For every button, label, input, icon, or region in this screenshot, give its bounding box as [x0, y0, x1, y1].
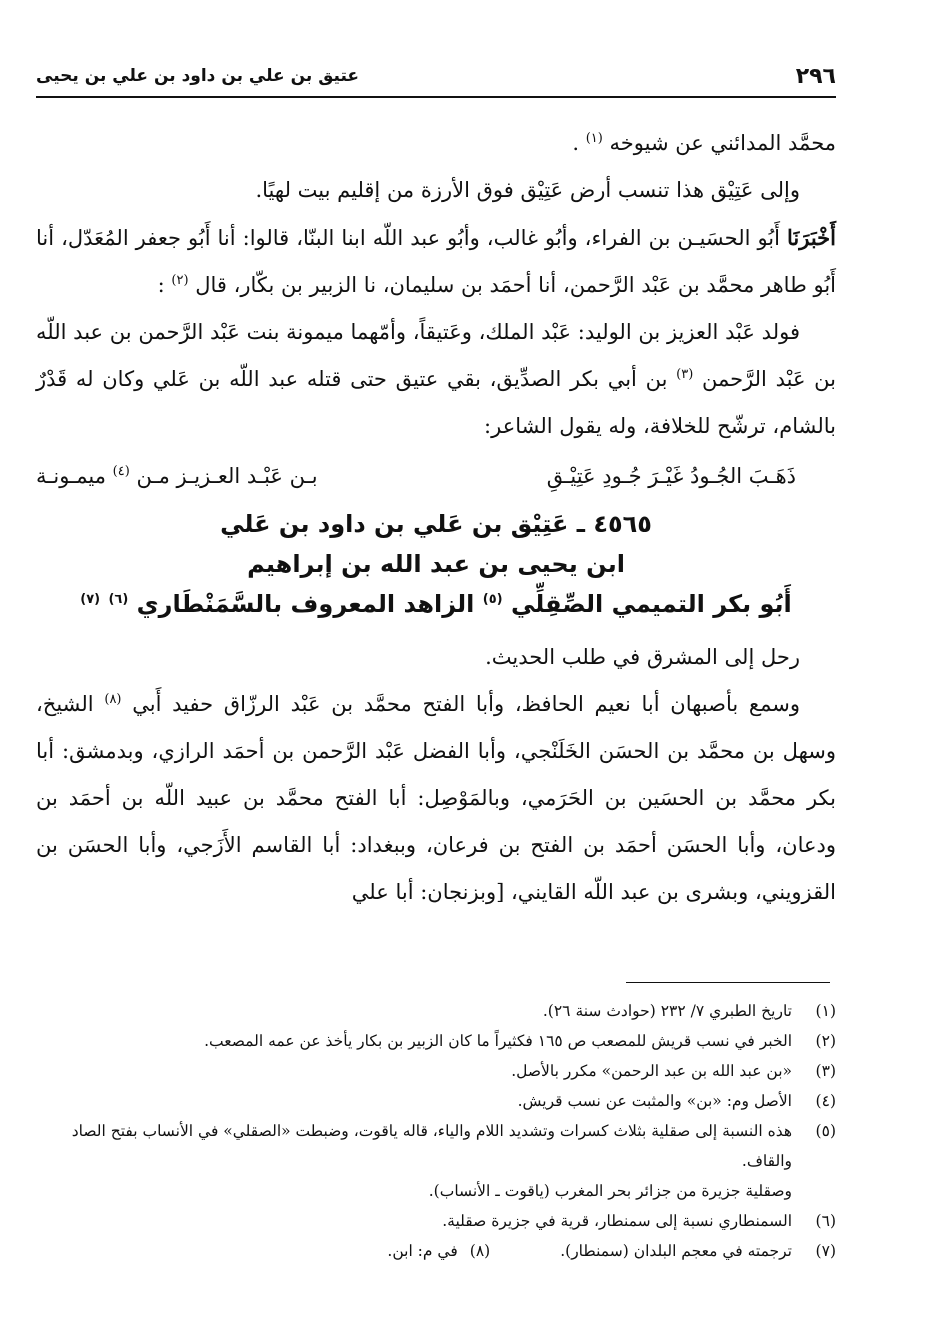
footnote-number: (٤) [815, 1092, 836, 1110]
footnote-ref: (٥) [482, 592, 503, 607]
footnote [36, 996, 836, 1026]
footnote [36, 1236, 836, 1266]
paragraph: رحل إلى المشرق في طلب الحديث. [485, 645, 800, 669]
footnote-number: (٨) [469, 1242, 491, 1260]
footnote-number: (٢) [815, 1032, 836, 1050]
footnote-text: تاريخ الطبري ٧/ ٢٣٢ (حوادث سنة ٢٦). [542, 1002, 792, 1020]
paragraph: أَخْبَرَنَا أَبُو الحسَيـن بن الفراء، وأبُو غالب، وأبُو عبد اللّه ابنا البنّا، قالوا: أنا أَبُو جعفر المُعَدّل، أنا أَبُو طاهر محمَّد بن عَبْد الرَّحمن، أنا أحمَد بن سليمان، نا الزبير بن بكّار، قال $^{(٢)}$ : [36, 225, 836, 297]
page-header [36, 62, 836, 98]
isnad-lead: أَخْبَرَنَا [787, 225, 836, 250]
footnote-text: الأصل وم: «بن» والمثبت عن نسب قريش. [517, 1092, 792, 1110]
entry-heading [36, 504, 836, 624]
running-head: عتيق بن علي بن داود بن علي بن يحيى [36, 66, 360, 86]
paragraph: محمَّد المدائني عن شيوخه $^{(١)}$ . [572, 131, 836, 155]
footnote-divider [626, 982, 830, 983]
verse-first-hemistich: ذَهَـبَ الجُـودُ غَيْـرَ جُـودِ عَتِيْـقِ [546, 464, 796, 488]
footnote-text: «بن عبد الله بن عبد الرحمن» مكرر بالأصل. [511, 1062, 792, 1080]
footnote-ref: (٤) [112, 464, 130, 479]
footnote-text: هذه النسبة إلى صقلية بثلاث كسرات وتشديد اللام والياء، قاله ياقوت، وضبطت «الصقلي» في الأنساب بفتح الصاد والقاف. [71, 1122, 792, 1170]
footnote-number: (٦) [815, 1212, 836, 1230]
footnotes [36, 996, 836, 1266]
footnote-continuation [36, 1176, 836, 1206]
footnote-ref: (٣) [676, 367, 694, 382]
paragraph: وسمع بأصبهان أبا نعيم الحافظ، وأبا الفتح محمَّد بن عَبْد الرزّاق حفيد أَبي $^{(٨)}$ الشيخ، وسهل بن محمَّد بن الحسَن الخَلَنْجي، وأبا الفضل عَبْد الرَّحمن بن أحمَد الرازي، وبدمشق: أبا بكر محمَّد بن الحسَين بن الحَرَمي، وبالمَوْصِل: أبا الفتح محمَّد بن عبيد اللّه بن أحمَد بن ودعان، وأبا الحسَن أحمَد بن الفتح بن فرعان، وببغداد: أبا القاسم الأَزَجي، وأبا الحسَن بن القزويني، وبشرى بن عبد اللّه القايني، [وبزنجان: أبا علي [36, 692, 836, 904]
footnote-ref: (٦) [108, 592, 129, 607]
footnote [36, 1116, 836, 1176]
paragraph: وإلى عَتِيْق هذا تنسب أرض عَتِيْق فوق الأرزة من إقليم بيت لهيًا. [255, 178, 800, 202]
paragraph: فولد عَبْد العزيز بن الوليد: عَبْد الملك، وعَتيقاً، وأمّهما ميمونة بنت عَبْد الرَّحمن بن عبد اللّه بن عَبْد الرَّحمن $^{(٣)}$ بن أبي بكر الصدِّيق، بقي عتيق حتى قتله عبد اللّه بن عَلي وكان له قَدْرٌ بالشام، ترشّح للخلافة، وله يقول الشاعر: [36, 320, 837, 438]
verse-second-hemistich: بـن عَبْـد العـزيـز مـن $^{(٤)}$ ميمـونـة [36, 464, 318, 488]
footnote [36, 1026, 836, 1056]
verse [36, 450, 836, 498]
page-number: ٢٩٦ [795, 64, 836, 89]
footnote-number: (٧) [815, 1242, 836, 1260]
footnote-text: الخبر في نسب قريش للمصعب ص ١٦٥ فكثيراً ما كان الزبير بن بكار يأخذ عن عمه المصعب. [204, 1032, 792, 1050]
entry-heading-line: ابن يحيى بن عبد الله بن إبراهيم [247, 550, 625, 578]
footnote-ref: (٢) [171, 273, 189, 288]
footnote-text: في م: ابن. [387, 1242, 458, 1260]
footnote [36, 1056, 836, 1086]
footnote-ref: (٨) [104, 692, 122, 707]
footnote-text: وصقلية جزيرة من جزائر بحر المغرب (ياقوت ـ الأنساب). [428, 1182, 792, 1200]
footnote [36, 1086, 836, 1116]
footnote-text: ترجمته في معجم البلدان (سمنطار). [560, 1242, 792, 1260]
footnote-number: (٥) [815, 1122, 836, 1140]
footnote-number: (٣) [815, 1062, 836, 1080]
main-text [36, 120, 836, 916]
entry-heading-line: ٤٥٦٥ ـ عَتِيْق بن عَلي بن داود بن عَلي [220, 510, 652, 538]
footnote-ref: (١) [585, 131, 603, 146]
footnote-number: (١) [815, 1002, 836, 1020]
footnote-ref: (٧) [80, 592, 101, 607]
footnote [36, 1206, 836, 1236]
footnote-text: السمنطاري نسبة إلى سمنطار، قرية في جزيرة صقلية. [442, 1212, 792, 1230]
entry-heading-line: أَبُو بكر التميمي الصِّقِلِّي $^{(٥)}$ الزاهد المعروف بالسَّمَنْطَاري $^{(٦)}$ $^{(٧)}$ [80, 590, 792, 618]
